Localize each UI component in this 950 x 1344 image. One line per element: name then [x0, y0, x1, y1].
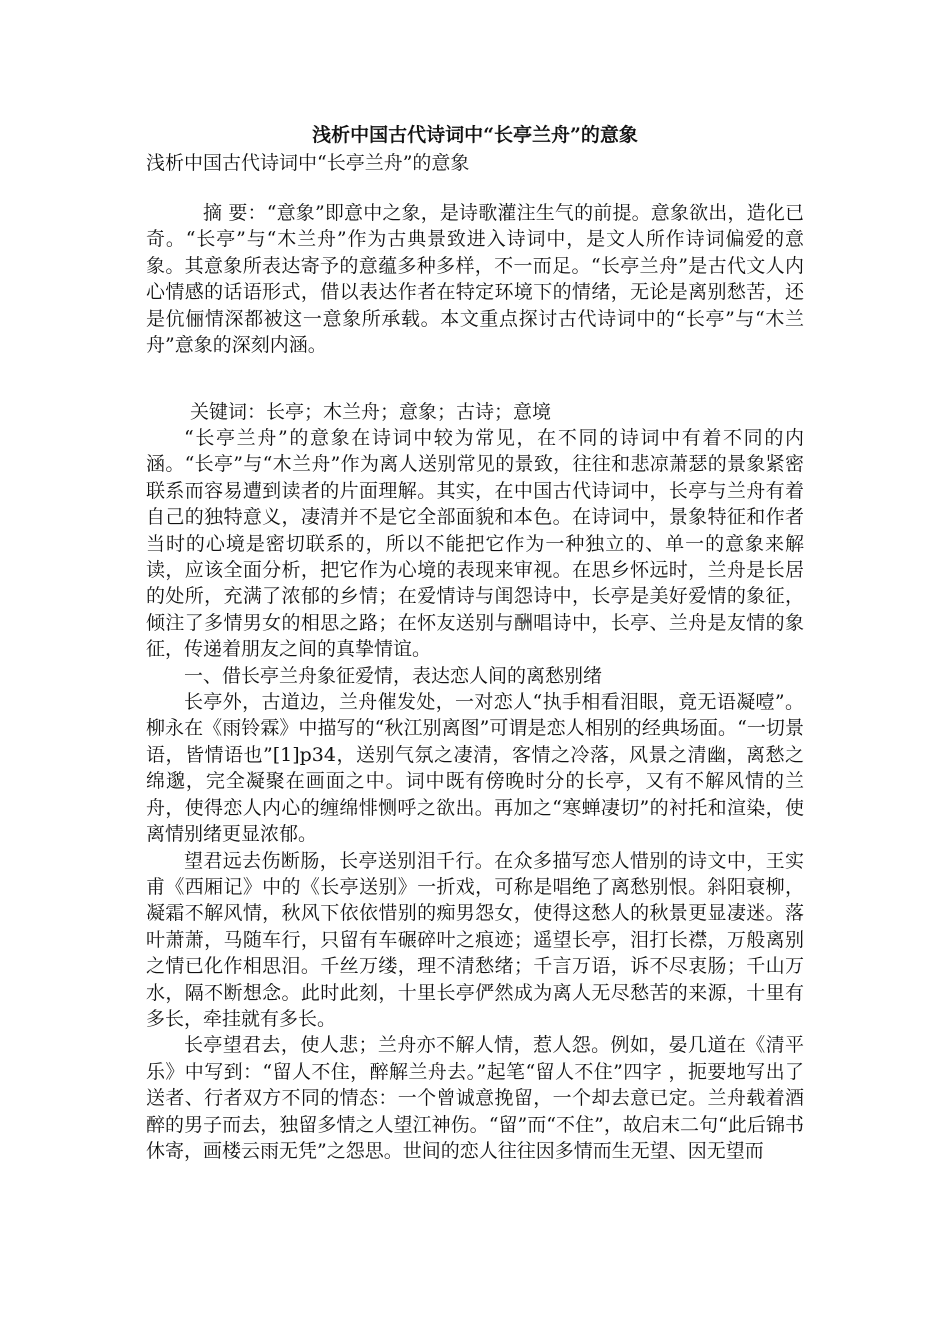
abstract-section	[146, 200, 804, 358]
body-paragraph: 长亭望君去，使人悲；兰舟亦不解人情，惹人怨。例如，晏几道在《清平乐》中写到：“留人不住，醉解兰舟去。”起笔“留人不住”四字 ，扼要地写出了送者、行者双方不同的情态：一个曾诚意挽留，一个却去意已定。兰舟载着酒醉的男子而去，独留多情之人望江神伤。“留”而“不住”，故启末二句“此后锦书休寄，画楼云雨无凭”之怨思。世间的恋人往往因多情而生无望、因无望而	[146, 1034, 804, 1162]
document-subtitle: 浅析中国古代诗词中“长亭兰舟”的意象	[146, 152, 470, 174]
main-body	[146, 425, 804, 1164]
body-paragraph-intro: “长亭兰舟”的意象在诗词中较为常见，在不同的诗词中有着不同的内涵。“长亭”与“木兰舟”作为离人送别常见的景致，往往和悲凉萧瑟的景象紧密联系而容易遭到读者的片面理解。其实，在中国古代诗词中，长亭与兰舟有着自己的独特意义，凄清并不是它全部面貌和本色。在诗词中，景象特征和作者当时的心境是密切联系的，所以不能把它作为一种独立的、单一的意象来解读，应该全面分析，把它作为心境的表现来审视。在思乡怀远时，兰舟是长居的处所，充满了浓郁的乡情；在爱情诗与闺怨诗中，长亭是美好爱情的象征，倾注了多情男女的相思之路；在怀友送别与酬唱诗中，长亭、兰舟是友情的象征，传递着朋友之间的真挚情谊。	[146, 427, 804, 661]
document-title: 浅析中国古代诗词中“长亭兰舟”的意象	[312, 124, 638, 146]
abstract-paragraph: 摘 要：“意象”即意中之象，是诗歌灌注生气的前提。意象欲出，造化已奇。“长亭”与“木兰舟”作为古典景致进入诗词中，是文人所作诗词偏爱的意象。其意象所表达寄予的意蕴多种多样，不一而足。“长亭兰舟”是古代文人内心情感的话语形式，借以表达作者在特定环境下的情绪，无论是离别愁苦，还是伉俪情深都被这一意象所承载。本文重点探讨古代诗词中的“长亭”与“木兰舟”意象的深刻内涵。	[146, 202, 804, 357]
keywords-line: 关键词：长亭；木兰舟；意象；古诗；意境	[190, 401, 552, 423]
body-paragraph: 长亭外，古道边，兰舟催发处，一对恋人“执手相看泪眼，竟无语凝噎”。柳永在《雨铃霖》中描写的“秋江别离图”可谓是恋人相别的经典场面。“一切景语，皆情语也”[1]p34，送别气氛之凄清，客情之冷落，风景之清幽，离愁之绵邈，完全凝聚在画面之中。词中既有傍晚时分的长亭，又有不解风情的兰舟，使得恋人内心的缠绵悱恻呼之欲出。再加之“寒蝉凄切”的衬托和渲染，使离情别绪更显浓郁。	[146, 691, 804, 846]
body-paragraph: 望君远去伤断肠，长亭送别泪千行。在众多描写恋人惜别的诗文中，王实甫《西厢记》中的《长亭送别》一折戏，可称是唱绝了离愁别恨。斜阳衰柳，凝霜不解风情，秋风下依依惜别的痴男怨女，使得这愁人的秋景更显凄迷。落叶萧萧，马随车行，只留有车碾碎叶之痕迹；遥望长亭，泪打长襟，万般离别之情已化作相思泪。千丝万缕，理不清愁绪；千言万语，诉不尽衷肠；千山万水，隔不断想念。此时此刻，十里长亭俨然成为离人无尽愁苦的来源，十里有多长，牵挂就有多长。	[146, 849, 804, 1030]
section-heading-1: 一、借长亭兰舟象征爱情，表达恋人间的离愁别绪	[184, 664, 603, 687]
